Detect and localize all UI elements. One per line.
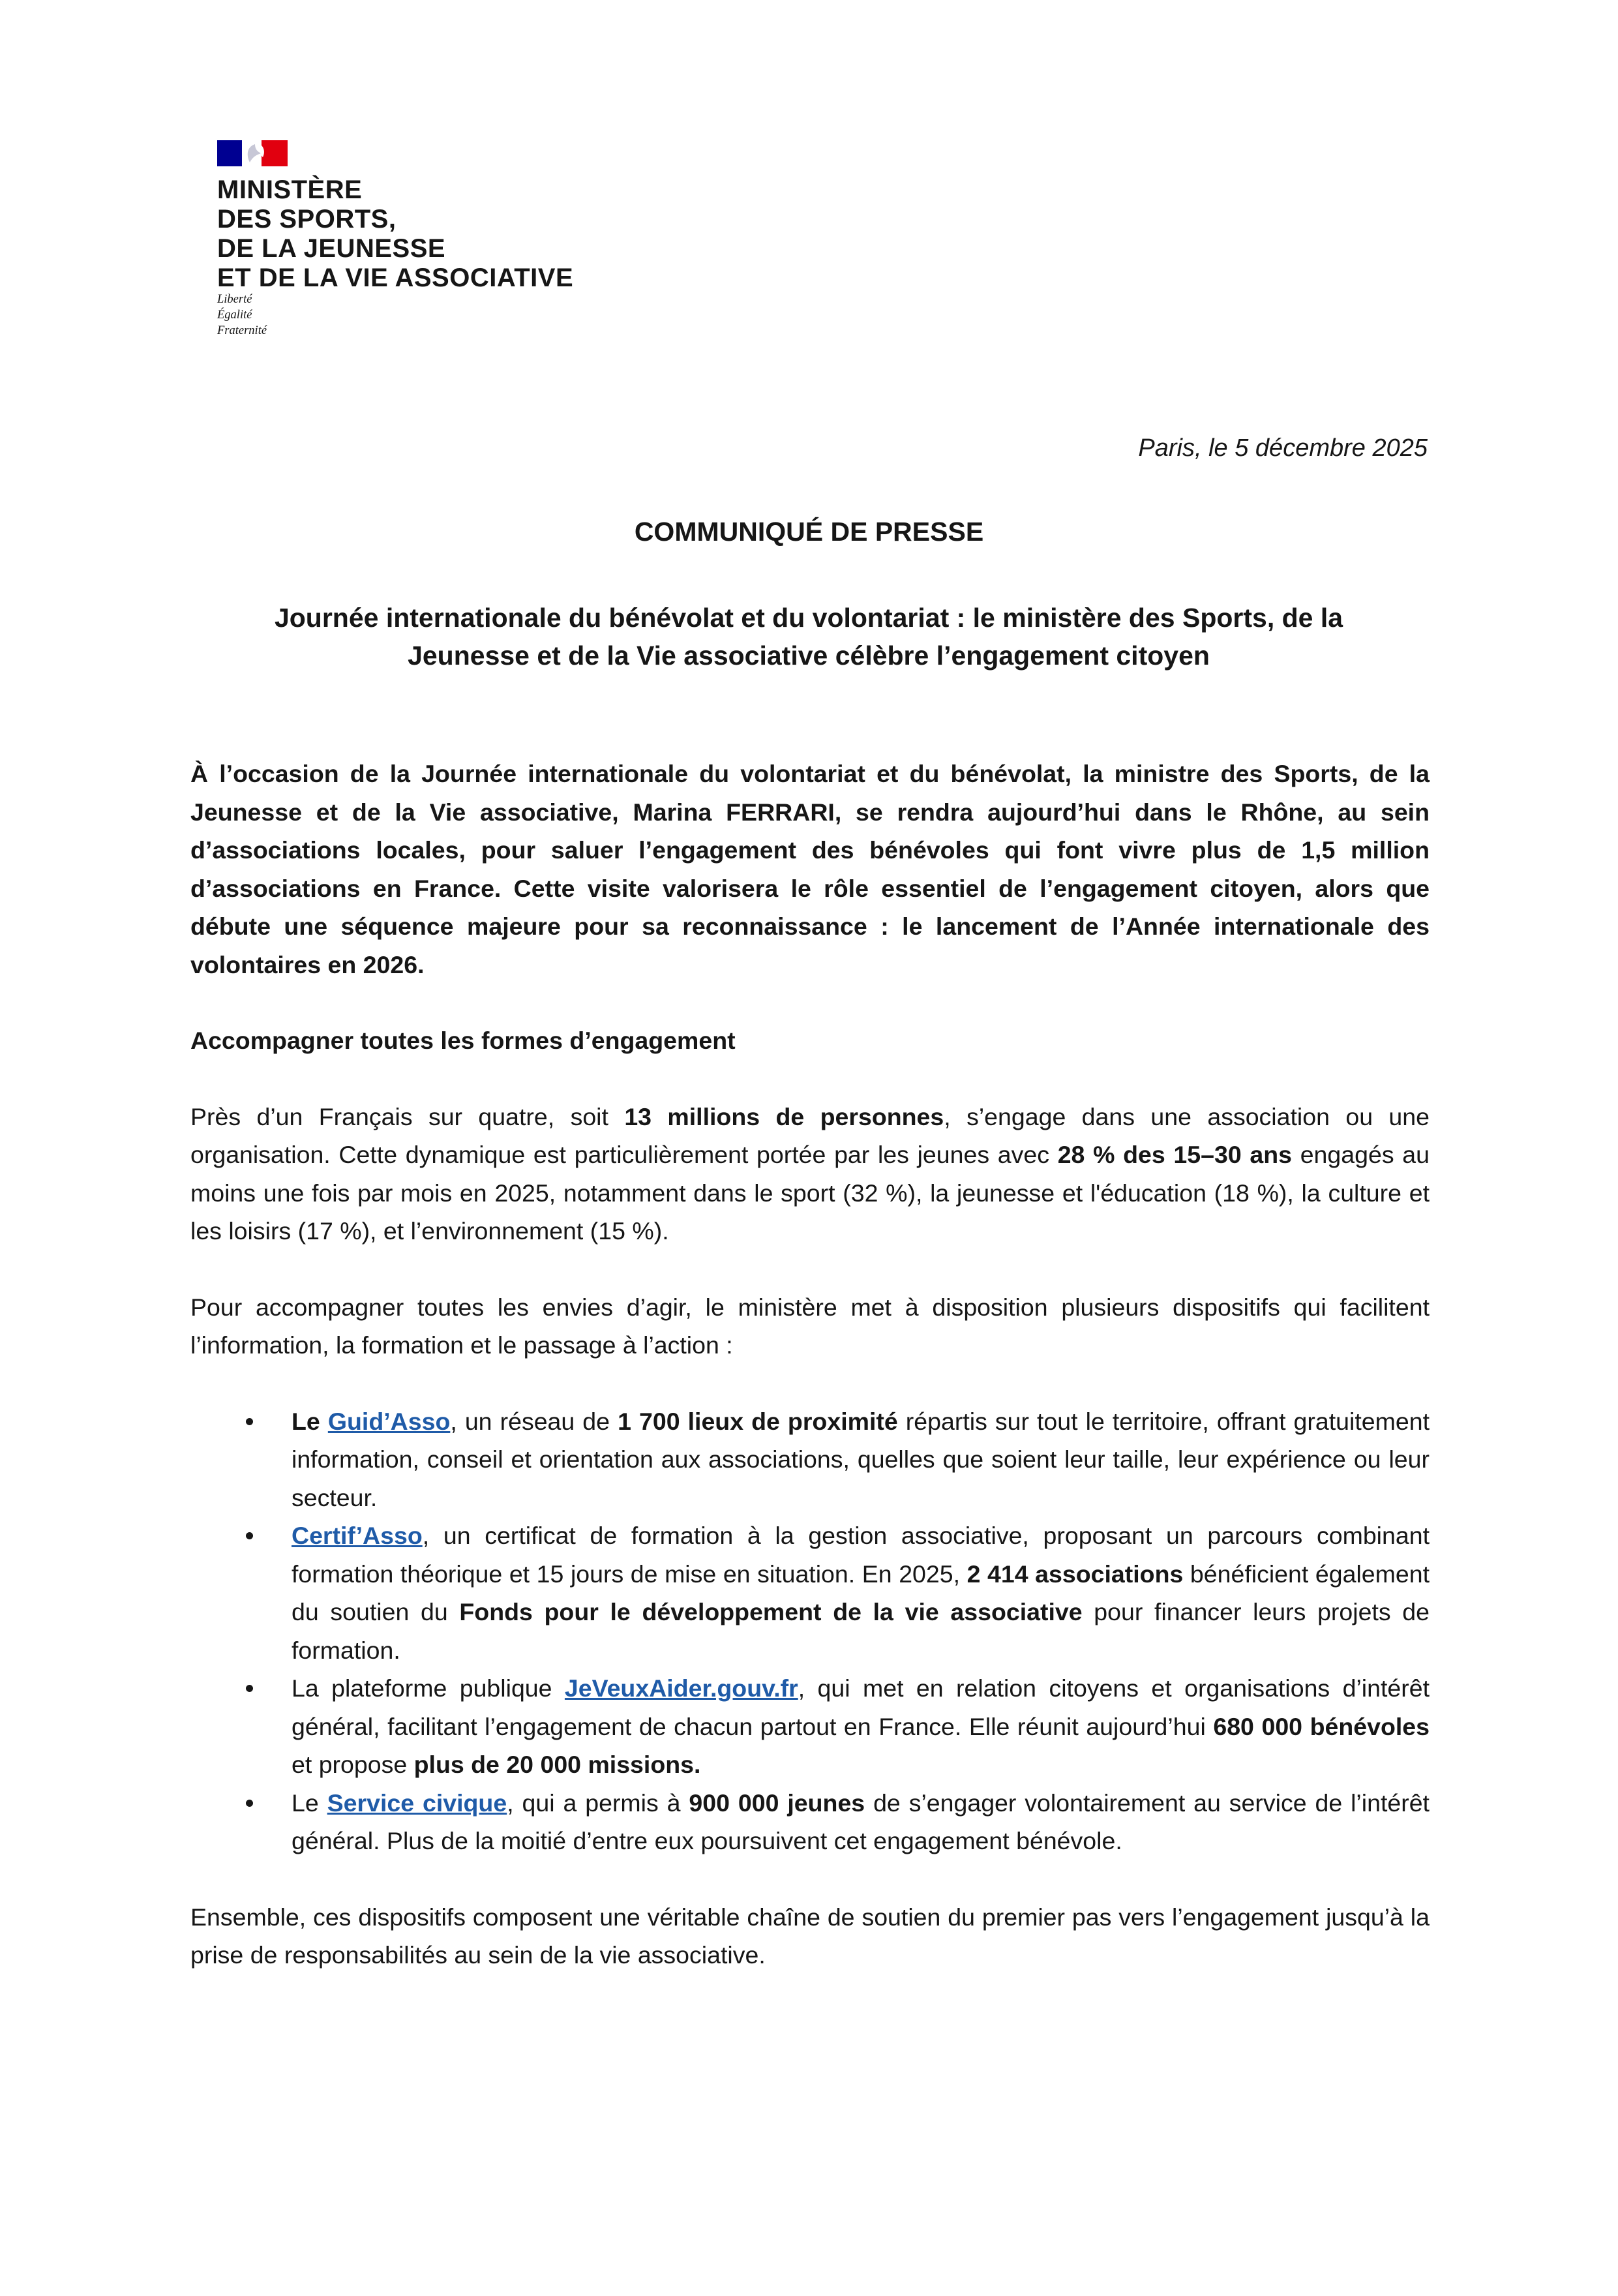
document-type: COMMUNIQUÉ DE PRESSE [634, 517, 984, 547]
closing-paragraph: Ensemble, ces dispositifs composent une véritable chaîne de soutien du premier pas vers l’engagement jusqu’à la prise de responsabilités au sein de la vie associative. [190, 1903, 1430, 1969]
text-run: Le [292, 1407, 328, 1435]
section-heading: Accompagner toutes les formes d’engagement [190, 1027, 736, 1054]
list-item [190, 1517, 1430, 1669]
highlight: 680 000 bénévoles [1213, 1712, 1430, 1740]
intro-measures: Pour accompagner toutes les envies d’agir, le ministère met à disposition plusieurs dispositifs qui facilitent l’information, la formation et le passage à l’action : [190, 1293, 1430, 1359]
bullet-icon [246, 1418, 253, 1425]
text-run: engagés au moins une fois par mois en 2025, notamment dans le sport (32 %), la jeunesse et l'éducation (18 %), la culture et les loisirs (17 %), et l’environnement (15 %). [190, 1141, 1430, 1245]
highlight: 1 700 lieux de proximité [618, 1407, 898, 1435]
text-run: , qui met en relation citoyens et organisations d’intérêt général, facilitant l’engagement de chacun partout en France. Elle réunit aujourd’hui [292, 1674, 1430, 1740]
motto-line: Égalité [217, 309, 252, 322]
certifasso-link[interactable]: Certif’Asso [292, 1522, 423, 1549]
text-run: , un certificat de formation à la gestion associative, proposant un parcours combinant formation théorique et 15 jours de mise en situation. En 2025, [292, 1522, 1430, 1588]
lead-paragraph: À l’occasion de la Journée internationale du volontariat et du bénévolat, la ministre des Sports, de la Jeunesse et de la Vie associative, Marina FERRARI, se rendra aujourd’hui dans le Rhône, au sein d’associations locales, pour saluer l’engagement des bénévoles qui font vivre plus de 1,5 million d’associations en France. Cette visite valorisera le rôle essentiel de l’engagement citoyen, alors que débute une séquence majeure pour sa reconnaissance : le lancement de l’Année internationale des volontaires en 2026. [190, 760, 1430, 978]
highlight: Fonds pour le développement de la vie associative [459, 1598, 1083, 1625]
measures-list [190, 1402, 1430, 1860]
bullet-icon [246, 1800, 253, 1807]
text-run: Près d’un Français sur quatre, soit [190, 1102, 625, 1130]
text-run: , s’engage dans une association ou une organisation. Cette dynamique est particulièrement portée par les jeunes avec [190, 1102, 1430, 1168]
headline [189, 599, 1428, 674]
ministry-name-line: ET DE LA VIE ASSOCIATIVE [217, 264, 574, 292]
republic-motto [217, 292, 267, 339]
guidasso-link[interactable]: Guid’Asso [327, 1407, 451, 1435]
highlight: 2 414 associations [966, 1560, 1184, 1588]
list-item [190, 1784, 1430, 1860]
headline-line: Jeunesse et de la Vie associative célèbre l’engagement citoyen [408, 641, 1210, 671]
text-run: bénéficient également du soutien du [292, 1560, 1430, 1625]
text-run: La plateforme publique [292, 1674, 565, 1702]
press-release-body [190, 755, 1430, 1974]
list-item [190, 1402, 1430, 1517]
bullet-icon [246, 1685, 253, 1692]
date-line: Paris, le 5 décembre 2025 [1138, 434, 1428, 462]
ministry-name-line: DES SPORTS, [217, 205, 397, 234]
bullet-icon [246, 1532, 253, 1539]
highlight-volunteers: 13 millions de personnes [624, 1102, 944, 1130]
highlight: plus de 20 000 missions. [413, 1751, 701, 1778]
motto-line: Fraternité [217, 324, 267, 337]
motto-line: Liberté [217, 293, 252, 306]
text-run: , un réseau de [450, 1407, 618, 1435]
ministry-name-line: MINISTÈRE [217, 175, 363, 204]
service-civique-link[interactable]: Service civique [327, 1789, 507, 1817]
text-run: et propose [292, 1751, 414, 1778]
text-run: répartis sur tout le territoire, offrant gratuitement information, conseil et orientation aux associations, quelles que soient leur taille, leur expérience ou leur secteur. [292, 1407, 1430, 1511]
text-run: , qui a permis à [507, 1789, 689, 1817]
ministry-name [217, 175, 674, 293]
jeveuxaider-link[interactable]: JeVeuxAider.gouv.fr [564, 1674, 798, 1702]
list-item [190, 1669, 1430, 1784]
text-run: Le [292, 1789, 327, 1817]
stats-paragraph [190, 1098, 1430, 1250]
highlight-youth: 28 % des 15–30 ans [1057, 1141, 1293, 1168]
ministry-name-line: DE LA JEUNESSE [217, 234, 446, 263]
text-run: pour financer leurs projets de formation. [292, 1598, 1430, 1664]
highlight: 900 000 jeunes [689, 1789, 865, 1817]
headline-line: Journée internationale du bénévolat et du volontariat : le ministère des Sports, de la [274, 603, 1343, 633]
marianne-flag-icon [217, 140, 288, 166]
text-run: de s’engager volontairement au service de l’intérêt général. Plus de la moitié d’entre eux poursuivent cet engagement bénévole. [292, 1789, 1430, 1854]
